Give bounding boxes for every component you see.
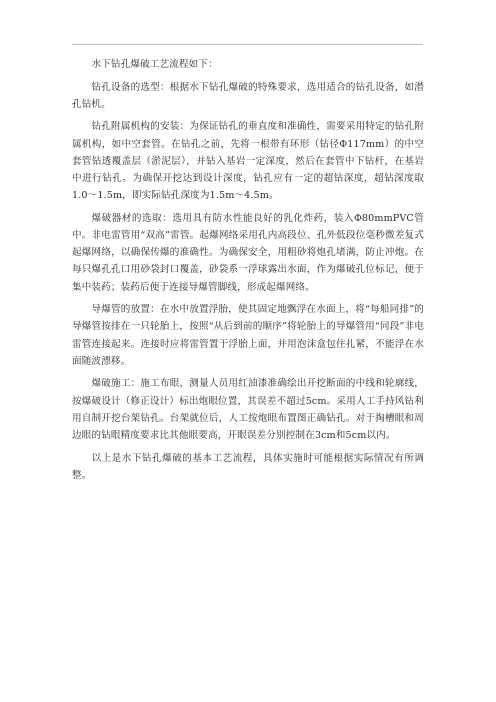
document-body: [72, 56, 424, 489]
paragraph-drill-selection: 钻孔设备的选型：根据水下钻孔爆破的特殊要求，选用适合的钻孔设备，如潜孔钻机。: [72, 81, 424, 110]
paragraph-blasting-construction: 爆破施工：施工布眼，测量人员用红油漆准确绘出开挖断面的中线和轮廓线，按爆破设计（修正设计）标出炮眼位置，其误差不超过5cm。采用人工手持风钻利用自制开挖台架钻孔。台架就位后，人工按炮眼布置图正确钻孔。对于掏槽眼和周边眼的钻眼精度要求比其他眼要高，开眼误差分别控制在3cm和5cm以内。: [72, 378, 424, 442]
paragraph-intro: 水下钻孔爆破工艺流程如下：: [91, 59, 218, 70]
header-rule: [72, 44, 423, 45]
paragraph-blasting-materials: 爆破器材的选取：选用具有防水性能良好的乳化炸药，装入Φ80mmPVC管中。非电雷管用“双高”雷管。起爆网络采用孔内高段位、孔外低段位毫秒微差复式起爆网络，以确保传爆的准确性。为确保安全，用粗砂将炮孔堵满，防止冲炮。在每只爆孔孔口用砂袋封口覆盖，砂袋系一浮球露出水面，作为爆破孔位标记，便于集中装药；装药后便于连接导爆管脚线，形成起爆网络。: [72, 212, 424, 293]
paragraph-drill-attachment: 钻孔附属机构的安装：为保证钻孔的垂直度和准确性，需要采用特定的钻孔附属机构，如中空套管。在钻孔之前，先将一根带有环形（钻径Φ117mm）的中空套管钻透覆盖层（淤泥层），并钻入基岩一定深度，然后在套管中下钻杆，在基岩中进行钻孔。为确保开挖达到设计深度，钻孔应有一定的超钻深度，超钻深度取1.0～1.5m，即实际钻孔深度为1.5m～4.5m。: [72, 121, 424, 202]
paragraph-detonating-tube: 导爆管的放置：在水中放置浮胎，使其固定地飘浮在水面上，将“每船同排”的导爆管按排在一只轮胎上，按照“从后到前的顺序”将轮胎上的导爆管用“同段”非电雷管连接起来。连接时应将雷管置于浮胎上面，并用泡沫盒包住扎紧，不能浮在水面随波漂移。: [72, 304, 424, 367]
paragraph-conclusion: 以上是水下钻孔爆破的基本工艺流程，具体实施时可能根据实际情况有所调整。: [72, 452, 424, 481]
